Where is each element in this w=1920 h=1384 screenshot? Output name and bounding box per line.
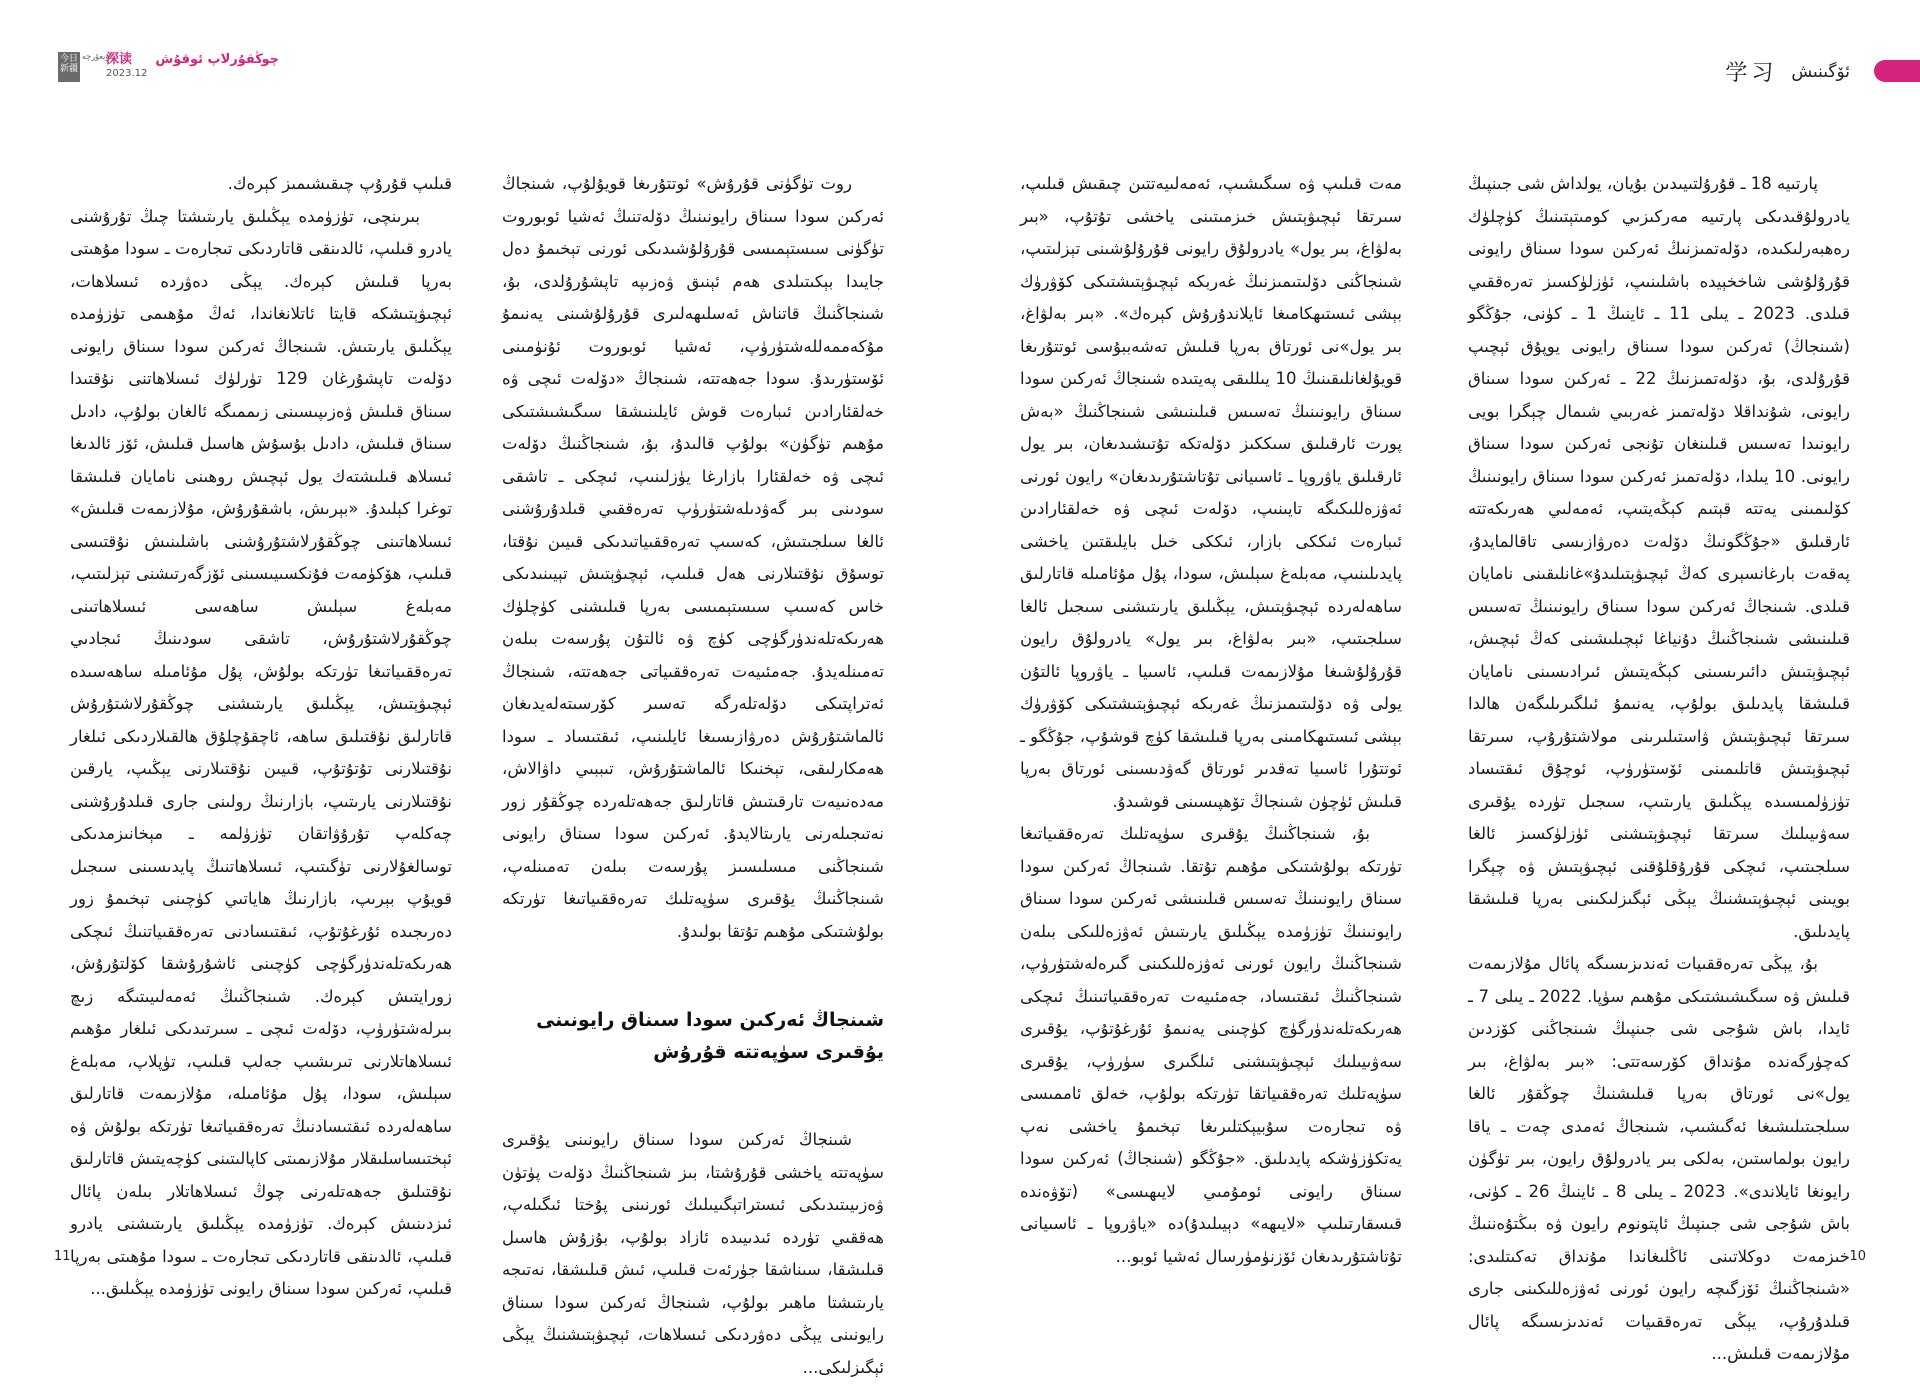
logo-name: 深读 <box>106 52 133 67</box>
magazine-logo: 今日新疆 <box>58 52 80 82</box>
magazine-logo-text <box>106 52 147 80</box>
section-title-uyghur: ئۆگىنىش <box>1791 61 1850 82</box>
paragraph: بىرىنچى، تۈزۈمدە يېڭىلىق يارىتىشتا چىڭ تۇرۇشنى يادرو قىلىپ، ئالدىنقى قاتاردىكى تىجارەت ـ سودا مۇھىتى بەرپا قىلىش كېرەك. يېڭى دەۋردە ئىسلاھات، ئېچىۋېتىشكە قايتا ئاتلانغاندا، ئەڭ مۇھىمى تۈزۈمدە يېڭىلىق يارىتىش. شىنجاڭ ئەركىن سودا سىناق رايونى دۆلەت تاپشۇرغان 129 تۈرلۈك ئىسلاھاتنى نۇقتىدا سىناق قىلىش ۋەزىپىسىنى زىممىگە ئالغان بولۇپ، دادىل سىناق قىلىش، دادىل بۇسۇش ھاسىل قىلىش، ئۆز ئالدىغا ئىسلاھ قىلىشتەك يول ئېچىش روھىنى نامايان قىلىشقا توغرا كېلىدۇ. «بېرىش، باشقۇرۇش، مۇلازىمەت قىلىش» ئىسلاھاتىنى چوڭقۇرلاشتۇرۇشنى باشلىنىش نۇقتىسى قىلىپ، ھۆكۈمەت فۇنكسىيىسىنى ئۆزگەرتىشنى تېزلىتىپ، مەبلەغ سېلىش ساھەسى ئىسلاھاتىنى چوڭقۇرلاشتۇرۇش، تاشقى سودىنىڭ ئىجادىي تەرەققىياتىغا تۈرتكە بولۇش، پۇل مۇئامىلە ساھەسىدە ئېچىۋېتىش، يېڭىلىق يارىتىشنى چوڭقۇرلاشتۇرۇش قاتارلىق نۇقتىلىق ساھە، ئاچقۇچلۇق ھالقىلاردىكى ئىلغار نۇقتىلارنى تۇتۇتۇپ، قىيىن نۇقتىلارنى يېڭىپ، يارقىن نۇقتىلارنى يارىتىپ، بازارنىڭ رولىنى جارى قىلدۇرۇشنى چەكلەپ تۇرۇۋاتقان تۈزۈلمە ـ مېخانىزمدىكى توسالغۇلارنى تۈگىتىپ، ئىسلاھاتنىڭ پايدىسىنى سىجىل قويۇپ بېرىپ، بازارنىڭ ھاياتىي كۈچىنى تېخىمۇ زور دەرىجىدە ئۇرغۇتۇپ، ئىقتىسادنى تەرەققىياتنىڭ ئىچكى ھەرىكەتلەندۈرگۈچى كۈچىنى ئاشۇرۇشقا كۆلتۇرۇش، زورايتىش كېرەك. شىنجاڭنىڭ ئەمەلىيىتىگە زىچ بىرلەشتۈرۈپ، دۆلەت ئىچى ـ سىرتىدىكى ئىلغار مۇھىم ئىسلاھاتلارنى تىرىشىپ جەلپ قىلىپ، تۈپلاپ، مەبلەغ سېلىش، سودا، پۇل مۇئامىلە، مۇلازىمەت قاتارلىق ساھەلەردە ئىقتىسادنىڭ تەرەققىياتىغا تۈرتكە بولۇش ۋە ئېختىساسلىقلار مۇلازىمىتى كاپالىتىنى كۈچەيتىش قاتارلىق نۇقتىلىق جەھەتلەرنى چوڭ ئىسلاھاتلار بىلەن پائال ئىزدىنىش كېرەك. تۈزۈمدە يېڭىلىق يارىتىشنى يادرو قىلىپ، ئالدىنقى قاتاردىكى تىجارەت ـ سودا مۇھىتى بەرپا قىلىپ، ئەركىن سودا سىناق رايونى تۈزۈمدە يېڭىلىق... <box>70 206 452 1298</box>
left-page-column-left <box>70 168 452 1306</box>
section-header-right <box>1725 56 1850 87</box>
paragraph: قىلىپ قۇرۇپ چىقىشىمىز كېرەك. <box>227 174 452 193</box>
paragraph: شىنجاڭ ئەركىن سودا سىناق رايونىنى يۇقىرى سۈپەتتە ياخشى قۇرۇشتا، بىز شىنجاڭنىڭ دۆلەت پۈتۈن ۋەزىيىتىدىكى ئىستراتېگىيىلىك ئورنىنى پۇختا ئىگىلەپ، ھەققىي تۈردە ئىدىيىدە ئازاد بولۇپ، بۇزۇش ھاسىل قىلىشقا، سىناشقا جۈرئەت قىلىپ، ئىش قىلىشقا، نەتىجە يارىتىشتا ماھىر بولۇپ، شىنجاڭ ئەركىن سودا سىناق رايونىنى يېڭى دەۋردىكى ئىسلاھات، ئېچىۋېتىشنىڭ يېڭى ئېگىزلىكى... <box>502 1130 884 1377</box>
page-number-right: 10 <box>1849 1249 1866 1264</box>
right-page-column-right <box>1468 168 1850 1371</box>
paragraph: روت تۈگۈنى قۇرۇش» ئوتتۇرىغا قويۇلۇپ، شىنجاڭ ئەركىن سودا سىناق رايونىنىڭ دۆلەتنىڭ ئەشيا ئوبوروت تۈگۈنى سىستېمىسى قۇرۇلۇشىدىكى ئورنى تېخىمۇ دەل جايىدا بېكىتىلدى ھەم ئېنىق ۋەزىپە تاپشۇرۇلدى، بۇ، شىنجاڭنىڭ قاتناش ئەسلىھەلىرى قۇرۇلۇشىنى يەنىمۇ مۇكەممەللەشتۈرۈپ، ئەشيا ئوبوروت ئۇنۈمىنى ئۆستۈرىدۇ. سودا جەھەتتە، شىنجاڭ «دۆلەت ئىچى ۋە خەلقئارادىن ئىبارەت قوش ئايلىنىشقا سىگىشىشتىكى مۇھىم تۈگۈن» بولۇپ قالىدۇ، بۇ، شىنجاڭنىڭ دۆلەت ئىچى ۋە خەلقئارا بازارغا يۈزلىنىپ، ئىچكى ـ تاشقى سودىنى بىر گەۋدىلەشتۈرۈپ تەرەققىي قىلدۇرۇشنى ئالغا سىلجىتىش، كەسىپ تەرەققىياتىدىكى قىيىن نۇقتا، توسۇق نۇقتىلارنى ھەل قىلىپ، ئېچىۋېتىش تېيىنىدىكى خاس كەسىپ سىستېمىسى بەرپا قىلىشنى كۈچلۈك ھەرىكەتلەندۈرگۈچى كۈچ ۋە ئالتۇن پۇرسەت بىلەن تەمىنلەيدۇ. جەمئىيەت تەرەققىياتى جەھەتتە، شىنجاڭ ئەتراپتىكى دۆلەتلەرگە تەسىر كۆرسىتەلەيدىغان ئالماشتۇرۇش دەرۋازىسىغا ئايلىنىپ، ئىقتىساد ـ سودا ھەمكارلىقى، تېخنىكا ئالماشتۇرۇش، تىببىي داۋالاش، مەدەنىيەت تارقىتىش قاتارلىق جەھەتلەردە چوڭقۇر زور نەتىجىلەرنى يارىتالايدۇ. ئەركىن سودا سىناق رايونى شىنجاڭنى مىسلىسىز پۇرسەت بىلەن تەمىنلەپ، شىنجاڭنىڭ يۇقىرى سۈپەتلىك تەرەققىياتىغا تۈرتكە بولۇشتىكى مۇھىم تۇتقا بولىدۇ. <box>502 174 884 941</box>
page-number-left: 11 <box>54 1249 71 1264</box>
section-heading: شىنجاڭ ئەركىن سودا سىناق رايونىنى يۇقىرى سۈپەتتە قۇرۇش <box>536 1009 884 1063</box>
left-page <box>0 0 960 1377</box>
section-title-chinese: 学习 <box>1725 61 1778 86</box>
paragraph: پارتىيە 18 ـ قۇرۇلتىيىدىن بۇيان، يولداش شى جىنپىڭ يادرولۇقىدىكى پارتىيە مەركىزىي كومىتېتىنىڭ كۈچلۈك رەھبەرلىكىدە، دۆلەتمىزنىڭ ئەركىن سودا سىناق رايونى قۇرۇلۇشى شاخخېيدە باشلىنىپ، ئۈزلۈكسىز تەرەققىي قىلدى. 2023 ـ يىلى 11 ـ ئاينىڭ 1 ـ كۈنى، جۇڭگو (شىنجاڭ) ئەركىن سودا سىناق رايونى يوپۇق ئېچىپ قۇرۇلدى، بۇ، دۆلەتمىزنىڭ 22 ـ ئەركىن سودا سىناق رايونى، شۇنداقلا دۆلەتمىز غەربىي شىمال چېگرا بويى رايونىدا تەسىس قىلىنغان تۇنجى ئەركىن سودا سىناق رايونى. 10 يىلدا، دۆلەتمىز ئەركىن سودا سىناق رايونىنىڭ كۆلىمىنى يەتتە قېتىم كېڭەيتىپ، ئەمەلىي ھەرىكەتتە ئارقىلىق «جۇڭگونىڭ دۆلەت دەرۋازىسى تاقالمايدۇ، پەقەت بارغانسېرى كەڭ ئېچىۋېتىلىدۇ»غانلىقىنى نامايان قىلدى. شىنجاڭ ئەركىن سودا سىناق رايونىنىڭ تەسىس قىلىنىشى شىنجاڭنىڭ دۇنياغا ئېچىلىشىنى كەڭ ئېچىش، ئېچىۋېتىش دائىرىسىنى كېڭەيتىش ئىرادىسىنى نامايان قىلىشقا پايدىلىق بولۇپ، يەنىمۇ ئىلگىرىلىگەن ھالدا سىرتقا ئېچىۋېتىش ۋاستىلىرىنى مولاشتۇرۇپ، سىرتقا ئېچىۋېتىش قاتلىمىنى ئۆستۈرۈپ، ئوچۇق ئىقتىساد تۈزۈلمىسىدە يېڭىلىق يارىتىپ، سىجىل تۈردە يۇقىرى سەۋىيىلىك سىرتقا ئېچىۋېتىشنى ئۈزلۈكسىز ئالغا سىلجىتىپ، ئىچكى قۇرۇقلۇقنى ئېچىۋېتىش ۋە چېگرا بويىنى ئېچىۋېتىشنىڭ يېڭى ئېگىزلىكىنى بەرپا قىلىشقا پايدىلىق. <box>1468 174 1850 941</box>
paragraph: مەت قىلىپ ۋە سىگىشىپ، ئەمەلىيەتتىن چىقىش قىلىپ، سىرتقا ئېچىۋېتىش خىزمىتىنى ياخشى تۇتۇپ، «بىر بەلۋاغ، بىر يول» يادرولۇق رايونى قۇرۇلۇشىنى تېزلىتىپ، شىنجاڭنى دۆلىتىمىزنىڭ غەربكە ئېچىۋېتىشتىكى كۆۋرۈك بېشى ئىستىھكامىغا ئايلاندۇرۇش كېرەك». «بىر بەلۋاغ، بىر يول»نى ئورتاق بەرپا قىلىش تەشەببۇسى ئوتتۇرىغا قويۇلغانلىقىنىڭ 10 يىللىقى پەيتىدە شىنجاڭ ئەركىن سودا سىناق رايونىنىڭ تەسىس قىلىنىشى شىنجاڭنىڭ «بەش پورت ئارقىلىق سىككىز دۆلەتكە تۇتىشىدىغان، بىر يول ئارقىلىق ياۋروپا ـ ئاسىيانى تۇتاشتۇرىدىغان» رايون ئورنى ئەۋزەللىكىگە تايىنىپ، دۆلەت ئىچى ۋە خەلقئارادىن ئىبارەت ئىككى بازار، ئىككى خىل بايلىقتىن ياخشى پايدىلىنىپ، مەبلەغ سېلىش، سودا، پۇل مۇئامىلە قاتارلىق ساھەلەردە ئېچىۋېتىش، يېڭىلىق يارىتىشنى سىجىل ئالغا سىلجىتىپ، «بىر بەلۋاغ، بىر يول» يادرولۇق رايون قۇرۇلۇشىغا مۇلازىمەت قىلىپ، ئاسىيا ـ ياۋروپا ئالتۇن يولى ۋە دۆلىتىمىزنىڭ غەربكە ئېچىۋېتىشتىكى كۆۋرۈك بېشى ئىستىھكامىنى بەرپا قىلىشقا كۈچ قوشۇپ، جۇڭگو ـ ئوتتۇرا ئاسىيا تەقدىر ئورتاق گەۋدىسىنى ئورتاق بەرپا قىلىش ئۈچۈن شىنجاڭ تۆھپىسىنى قوشىدۇ. <box>1020 174 1402 811</box>
section-color-tab <box>1874 60 1920 82</box>
paragraph: بۇ، يېڭى تەرەققىيات ئەندىزىسىگە پائال مۇلازىمەت قىلىش ۋە سىگىشىشتىكى مۇھىم سۈپا. 2022 ـ يىلى 7 ـ ئايدا، باش شۇجى شى جىنپىڭ شىنجاڭنى كۆزدىن كەچۈرگەندە مۇنداق كۆرسەتتى: «بىر بەلۋاغ، بىر يول»نى ئورتاق بەرپا قىلىشنىڭ چوڭقۇر ئالغا سىلجىتىلىشىغا ئەگىشىپ، شىنجاڭ ئەمدى چەت ـ ياقا رايون بولماستىن، بەلكى بىر يادرولۇق رايون، بىر تۈگۈن رايونغا ئايلاندى». 2023 ـ يىلى 8 ـ ئاينىڭ 26 ـ كۈنى، باش شۇجى شى جىنپىڭ ئاپتونوم رايون ۋە بىڭتۇەننىڭ خىزمەت دوكلاتىنى ئاڭلىغاندا مۇنداق تەكىتلىدى: «شىنجاڭنىڭ ئۆزگىچە رايون ئورنى ئەۋزەللىكىنى جارى قىلدۇرۇپ، يېڭى تەرەققىيات ئەندىزىسىگە پائال مۇلازىمەت قىلىش... <box>1468 954 1851 1363</box>
magazine-header-left <box>58 52 279 86</box>
right-page <box>960 0 1920 1363</box>
magazine-logo-subtext: ئۇيغۇرچە <box>82 52 112 61</box>
left-page-column-right <box>502 168 884 1384</box>
section-title: چوڭقۇرلاپ ئوقۇش <box>155 52 279 67</box>
paragraph: بۇ، شىنجاڭنىڭ يۇقىرى سۈپەتلىك تەرەققىياتىغا تۈرتكە بولۇشتىكى مۇھىم تۇتقا. شىنجاڭ ئەركىن سودا سىناق رايونىنىڭ تەسىس قىلىنىشى ئەركىن سودا سىناق رايونىنىڭ تۈزۈمدە يېڭىلىق يارىتىش ئەۋزەللىكى بىلەن شىنجاڭنىڭ رايون ئورنى ئەۋزەللىكىنى گىرەلەشتۈرۈپ، شىنجاڭنىڭ ئىقتىساد، جەمئىيەت تەرەققىياتىنىڭ ئىچكى ھەرىكەتلەندۈرگۈچ كۈچىنى يەنىمۇ ئۇرغۇتۇپ، يۇقىرى سەۋىيىلىك ئېچىۋېتىشنى ئىلگىرى سۈرۈپ، يۇقىرى سۈپەتلىك تەرەققىياتقا تۈرتكە بولۇپ، خەلق ئاممىسى ۋە تىجارەت سۇبيېكتلىرىغا تېخىمۇ ياخشى نەپ يەتكۈزۈشكە پايدىلىق. «جۇڭگو (شىنجاڭ) ئەركىن سودا سىناق رايونى ئومۇمىي لايىھىسى» (تۆۋەندە قىسقارتىلىپ «لايىھە» دېيىلىدۇ)دە «ياۋروپا ـ ئاسىيانى تۇتاشتۇرىدىغان ئۆزنۈمۈرسال ئەشيا ئوبو... <box>1020 824 1402 1266</box>
right-page-column-left <box>1020 168 1402 1273</box>
issue-date: 2023.12 <box>106 68 148 79</box>
